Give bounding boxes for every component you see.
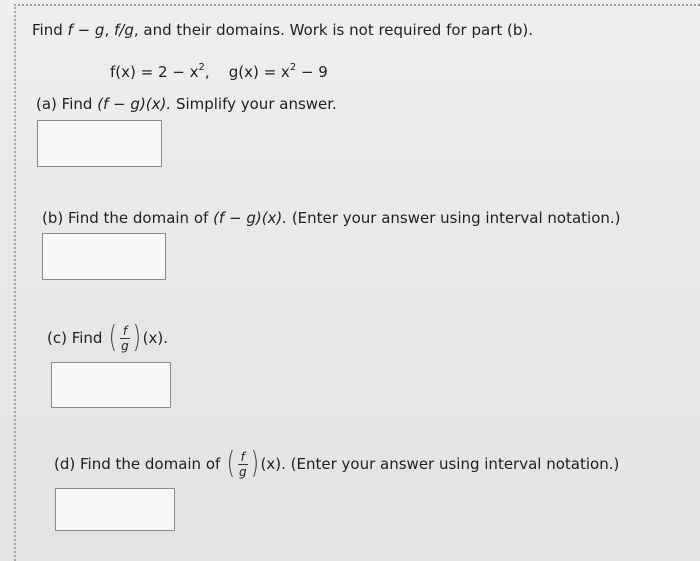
part-b-answer-input[interactable] [42,233,166,280]
part-d-suffix: (Enter your answer using interval notation.) [290,455,620,473]
f-exponent: 2 [198,62,205,73]
part-a-suffix: Simplify your answer. [175,95,337,113]
part-d-tail: (x). [260,455,286,473]
part-c-denominator: g [121,338,129,353]
part-a-expression: (f − g)(x). [97,95,172,113]
part-d-answer-input[interactable] [55,488,175,531]
part-d-fraction: ( $\frac{f}{g}$ ) [226,446,259,481]
g-tail: − 9 [296,63,328,81]
part-c-prompt [47,320,168,356]
part-a-prefix: (a) Find [36,95,93,113]
instruction-suffix: , and their domains. Work is not required for part (b). [133,21,533,39]
f-definition: f(x) = 2 − x [110,63,199,81]
part-b-prefix: (b) Find the domain of [42,209,209,227]
part-d-denominator: g [238,464,247,479]
instruction-prefix: Find [32,21,63,39]
instruction-separator: , [104,21,110,39]
part-c-fraction: ( $\frac{f}{g}$ ) [108,320,141,355]
part-c-answer-input[interactable] [51,362,171,408]
part-b-prompt [42,208,621,228]
part-a-answer-input[interactable] [37,120,162,167]
left-dotted-border [14,4,16,561]
part-a-prompt [36,94,337,114]
part-d-numerator: f [240,449,245,464]
part-b-suffix: (Enter your answer using interval notation.) [291,209,621,227]
instruction-text [32,20,533,40]
top-dotted-border [14,4,700,6]
g-definition: g(x) = x [228,63,290,81]
instruction-expr-difference: f − g [67,21,105,39]
part-c-tail: (x). [142,329,169,347]
part-d-prompt [54,446,619,482]
part-d-prefix: (d) Find the domain of [54,455,221,473]
part-c-numerator: f [122,323,128,338]
part-c-prefix: (c) Find [47,329,103,347]
g-exponent: 2 [289,62,297,73]
function-definitions: $f(x) = 2 - x^2$, $g(x) = x^2 - 9$ [110,62,328,81]
instruction-expr-quotient: f/g [114,21,134,39]
part-b-expression: (f − g)(x). [213,209,288,227]
